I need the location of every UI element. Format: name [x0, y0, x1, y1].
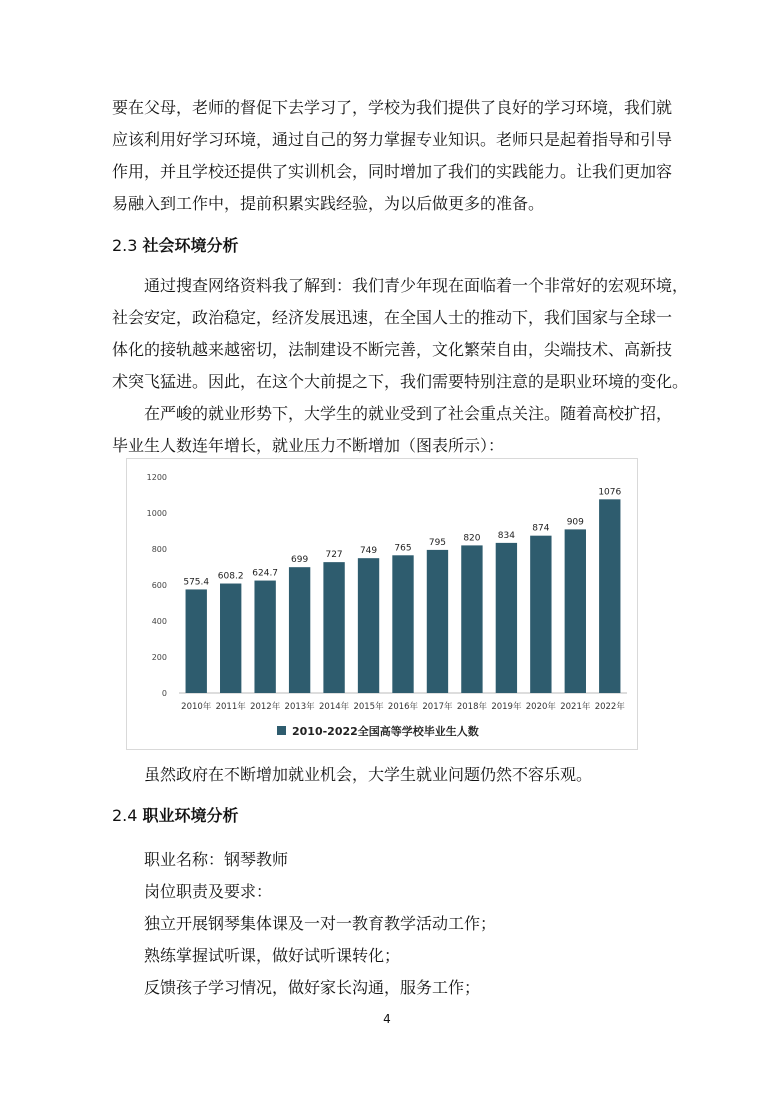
x-tick-label: 2022年 [594, 702, 625, 712]
text-line: 社会安定，政治稳定，经济发展迅速，在全国人士的推动下，我们国家与全球一 [112, 308, 673, 327]
x-tick-label: 2016年 [387, 702, 419, 712]
x-tick-label: 2017年 [422, 702, 453, 712]
section-title: 职业环境分析 [142, 806, 239, 825]
section-number: 2.4 [112, 806, 138, 825]
bar-value-label: 699 [291, 555, 309, 566]
x-tick-label: 2015年 [353, 702, 384, 712]
job-duty-item: 熟练掌握试听课，做好试听课转化； [144, 946, 401, 965]
bar [254, 581, 275, 693]
x-tick-label: 2019年 [491, 702, 522, 712]
text-line: 毕业生人数连年增长，就业压力不断增加（图表所示）： [112, 436, 505, 455]
chart-canvas [127, 459, 637, 749]
section-heading-2-3 [112, 234, 239, 258]
bar-value-label: 575.4 [183, 577, 210, 588]
job-requirements-label: 岗位职责及要求： [144, 882, 273, 901]
y-tick-label: 0 [161, 689, 167, 698]
bar-value-label: 624.7 [252, 568, 279, 579]
legend-label: 2010-2022全国高等学校毕业生人数 [292, 725, 479, 738]
y-tick-label: 600 [151, 581, 167, 590]
bar [565, 529, 586, 693]
job-name: 职业名称：钢琴教师 [144, 850, 289, 869]
text-line: 术突飞猛进。因此，在这个大前提之下，我们需要特别注意的是职业环境的变化。 [112, 372, 689, 391]
text-line: 在严峻的就业形势下，大学生的就业受到了社会重点关注。随着高校扩招， [144, 404, 673, 423]
bar [496, 543, 517, 693]
bar [461, 545, 482, 693]
social-env-paragraph [112, 270, 689, 398]
x-tick-label: 2011年 [215, 702, 246, 712]
y-tick-label: 200 [151, 653, 167, 662]
x-tick-label: 2014年 [319, 702, 350, 712]
bar [599, 499, 620, 693]
bar-value-label: 874 [532, 523, 550, 534]
bar-value-label: 909 [566, 517, 584, 528]
x-tick-label: 2012年 [250, 702, 281, 712]
intro-paragraph [112, 92, 673, 220]
bar [358, 558, 379, 693]
bar-value-label: 795 [428, 537, 447, 548]
bar [220, 584, 241, 693]
text-line: 易融入到工作中，提前积累实践经验，为以后做更多的准备。 [112, 194, 545, 213]
bar [323, 562, 344, 693]
x-tick-label: 2018年 [456, 702, 487, 712]
page-number: 4 [383, 1012, 391, 1026]
text-line: 应该利用好学习环境，通过自己的努力掌握专业知识。老师只是起着指导和引导 [112, 130, 673, 149]
job-duty-item: 独立开展钢琴集体课及一对一教育教学活动工作； [144, 914, 497, 933]
section-heading-2-4 [112, 804, 239, 828]
bar-value-label: 608.2 [217, 571, 244, 582]
x-tick-label: 2021年 [560, 702, 591, 712]
bar [530, 536, 551, 693]
text-line: 体化的接轨越来越密切，法制建设不断完善，文化繁荣自由，尖端技术、高新技 [112, 340, 673, 359]
legend-swatch [277, 726, 286, 735]
chart-conclusion: 虽然政府在不断增加就业机会，大学生就业问题仍然不容乐观。 [144, 765, 593, 784]
y-tick-label: 1000 [146, 509, 167, 518]
bar [427, 550, 448, 693]
bar-value-label: 834 [497, 530, 515, 541]
y-tick-label: 1200 [146, 473, 167, 482]
y-tick-label: 400 [151, 617, 167, 626]
text-line: 通过搜查网络资料我了解到：我们青少年现在面临着一个非常好的宏观环境， [144, 276, 689, 295]
bar [392, 555, 413, 693]
bar-value-label: 749 [359, 546, 378, 557]
bar [289, 567, 310, 693]
bar-value-label: 765 [394, 543, 412, 554]
text-line: 要在父母，老师的督促下去学习了，学校为我们提供了良好的学习环境，我们就 [112, 98, 673, 117]
bar [186, 589, 207, 693]
text-line: 作用，并且学校还提供了实训机会，同时增加了我们的实践能力。让我们更加容 [112, 162, 673, 181]
graduates-bar-chart [126, 458, 638, 750]
y-tick-label: 800 [151, 545, 167, 554]
bar-value-label: 820 [463, 533, 481, 544]
bar-value-label: 1076 [598, 487, 622, 498]
job-duty-item: 反馈孩子学习情况，做好家长沟通，服务工作； [144, 978, 481, 997]
x-tick-label: 2020年 [525, 702, 556, 712]
section-number: 2.3 [112, 236, 138, 255]
section-title: 社会环境分析 [142, 236, 239, 255]
x-tick-label: 2013年 [284, 702, 315, 712]
x-tick-label: 2010年 [181, 702, 212, 712]
bar-value-label: 727 [325, 550, 343, 561]
employment-paragraph [112, 398, 673, 462]
